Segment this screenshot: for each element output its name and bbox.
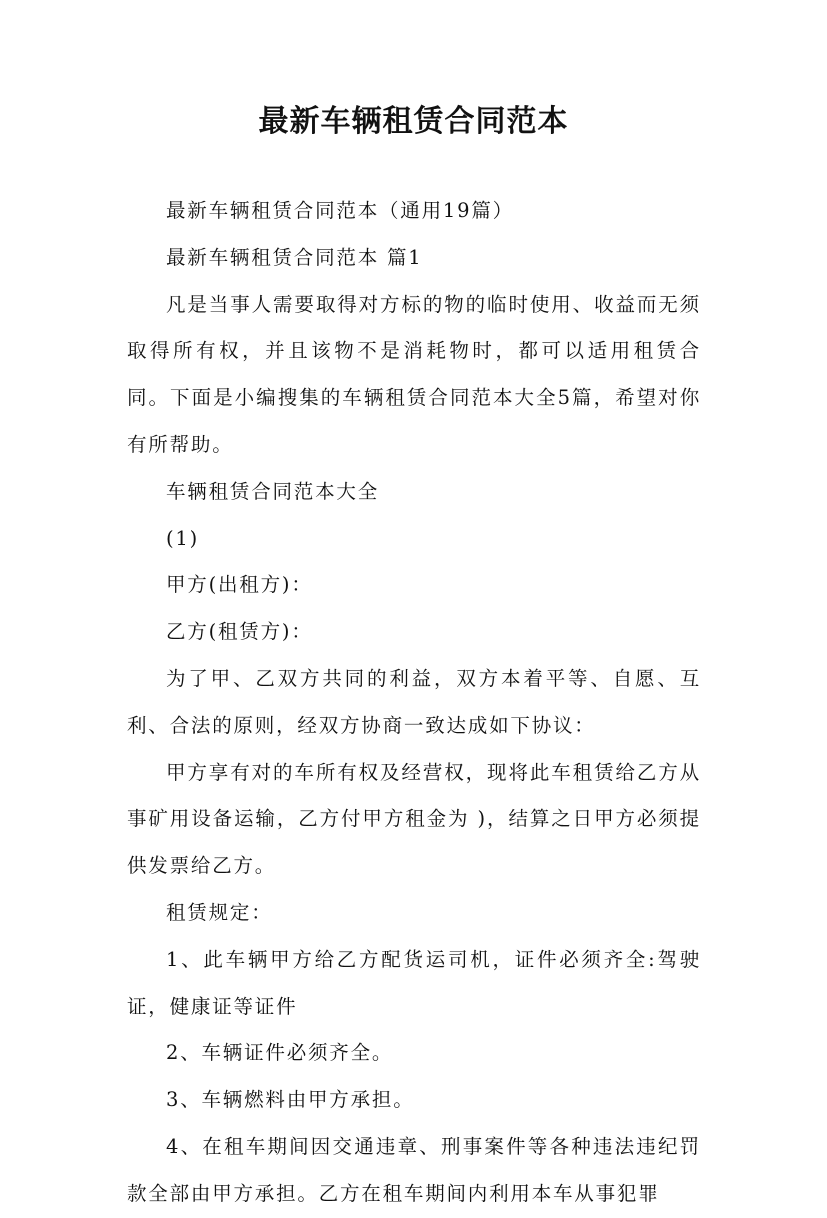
paragraph-subtitle: 最新车辆租赁合同范本（通用19篇） [166, 199, 514, 222]
paragraph-rule-3: 3、车辆燃料由甲方承担。 [166, 1088, 415, 1112]
paragraph-number: (1) [166, 526, 200, 550]
paragraph-ownership-terms: 甲方享有对的车所有权及经营权，现将此车租赁给乙方从事矿用设备运输，乙方付甲方租金为 )，结算之日甲方必须提供发票给乙方。 [127, 760, 701, 878]
paragraph-party-b: 乙方(租赁方)： [166, 620, 313, 644]
paragraph-rules-heading: 租赁规定： [166, 900, 273, 924]
paragraph-section-heading: 最新车辆租赁合同范本 篇1 [166, 245, 423, 269]
document-body [127, 188, 701, 1218]
paragraph-party-a: 甲方(出租方)： [166, 573, 313, 597]
paragraph-intro: 凡是当事人需要取得对方标的物的临时使用、收益而无须取得所有权，并且该物不是消耗物时，都可以适用租赁合同。下面是小编搜集的车辆租赁合同范本大全5篇，希望对你有所帮助。 [127, 292, 701, 456]
paragraph-rule-4: 4、在租车期间因交通违章、刑事案件等各种违法违纪罚款全部由甲方承担。乙方在租车期间内利用本车从事犯罪 [127, 1134, 701, 1205]
paragraph-rule-2: 2、车辆证件必须齐全。 [166, 1041, 394, 1065]
paragraph-collection-heading: 车辆租赁合同范本大全 [166, 479, 380, 503]
document-title: 最新车辆租赁合同范本 [258, 104, 569, 139]
paragraph-agreement-preamble: 为了甲、乙双方共同的利益，双方本着平等、自愿、互利、合法的原则，经双方协商一致达成如下协议： [127, 666, 701, 737]
paragraph-rule-1: 1、此车辆甲方给乙方配货运司机，证件必须齐全:驾驶证，健康证等证件 [127, 947, 701, 1018]
